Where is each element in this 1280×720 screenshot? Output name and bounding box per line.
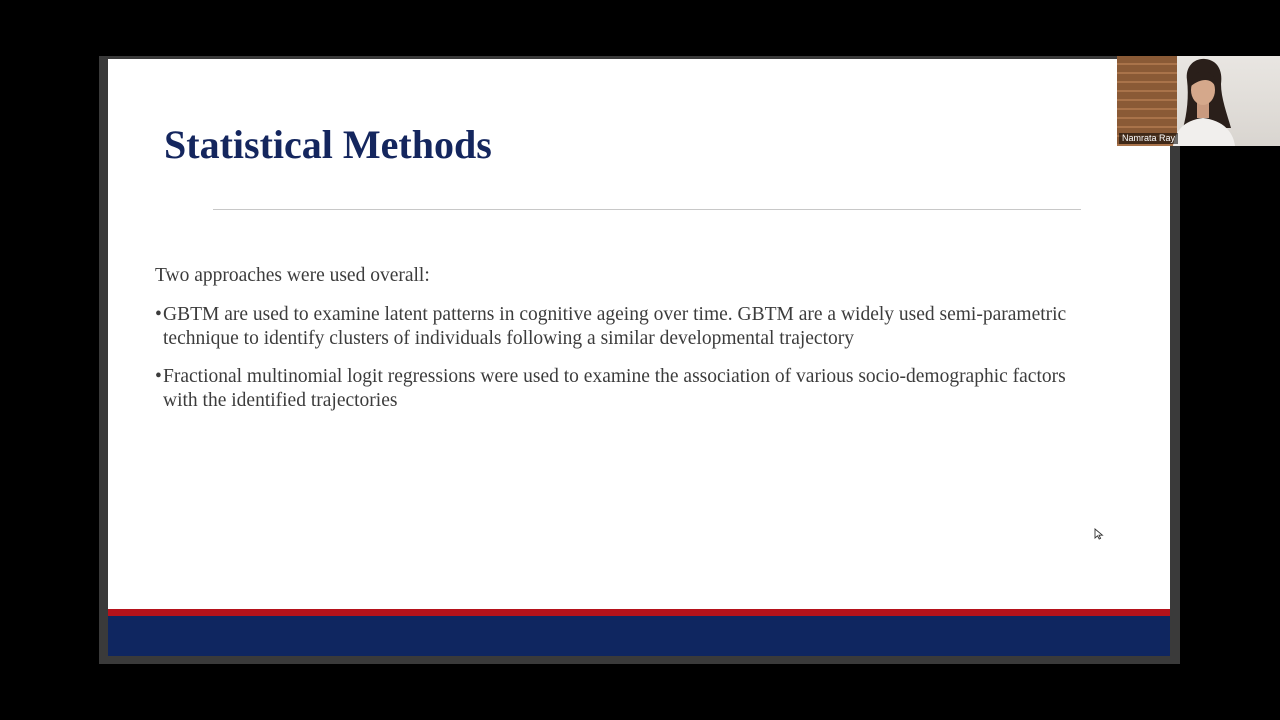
participant-video-tile[interactable] [1117,56,1280,146]
bullet-item [155,303,1085,351]
title-divider [213,209,1081,210]
presentation-slide [108,59,1170,656]
bullet-item [155,365,1085,413]
footer-navy-band [108,616,1170,656]
slide-title: Statistical Methods [164,122,492,167]
bullet-marker: • [155,304,162,325]
mouse-pointer-icon [1094,527,1104,539]
participant-name-label: Namrata Ray [1119,133,1178,144]
footer-red-stripe [108,609,1170,616]
bullet-marker: • [155,366,162,387]
bullet-text: GBTM are used to examine latent patterns in cognitive ageing over time. GBTM are a widely used semi-parametric technique to identify clusters of individuals following a similar developmental trajectory [163,304,1067,349]
slide-intro-text: Two approaches were used overall: [155,265,430,286]
bullet-text: Fractional multinomial logit regressions were used to examine the association of various socio-demographic factors with the identified trajectories [163,366,1066,411]
slide-body [155,264,1085,427]
